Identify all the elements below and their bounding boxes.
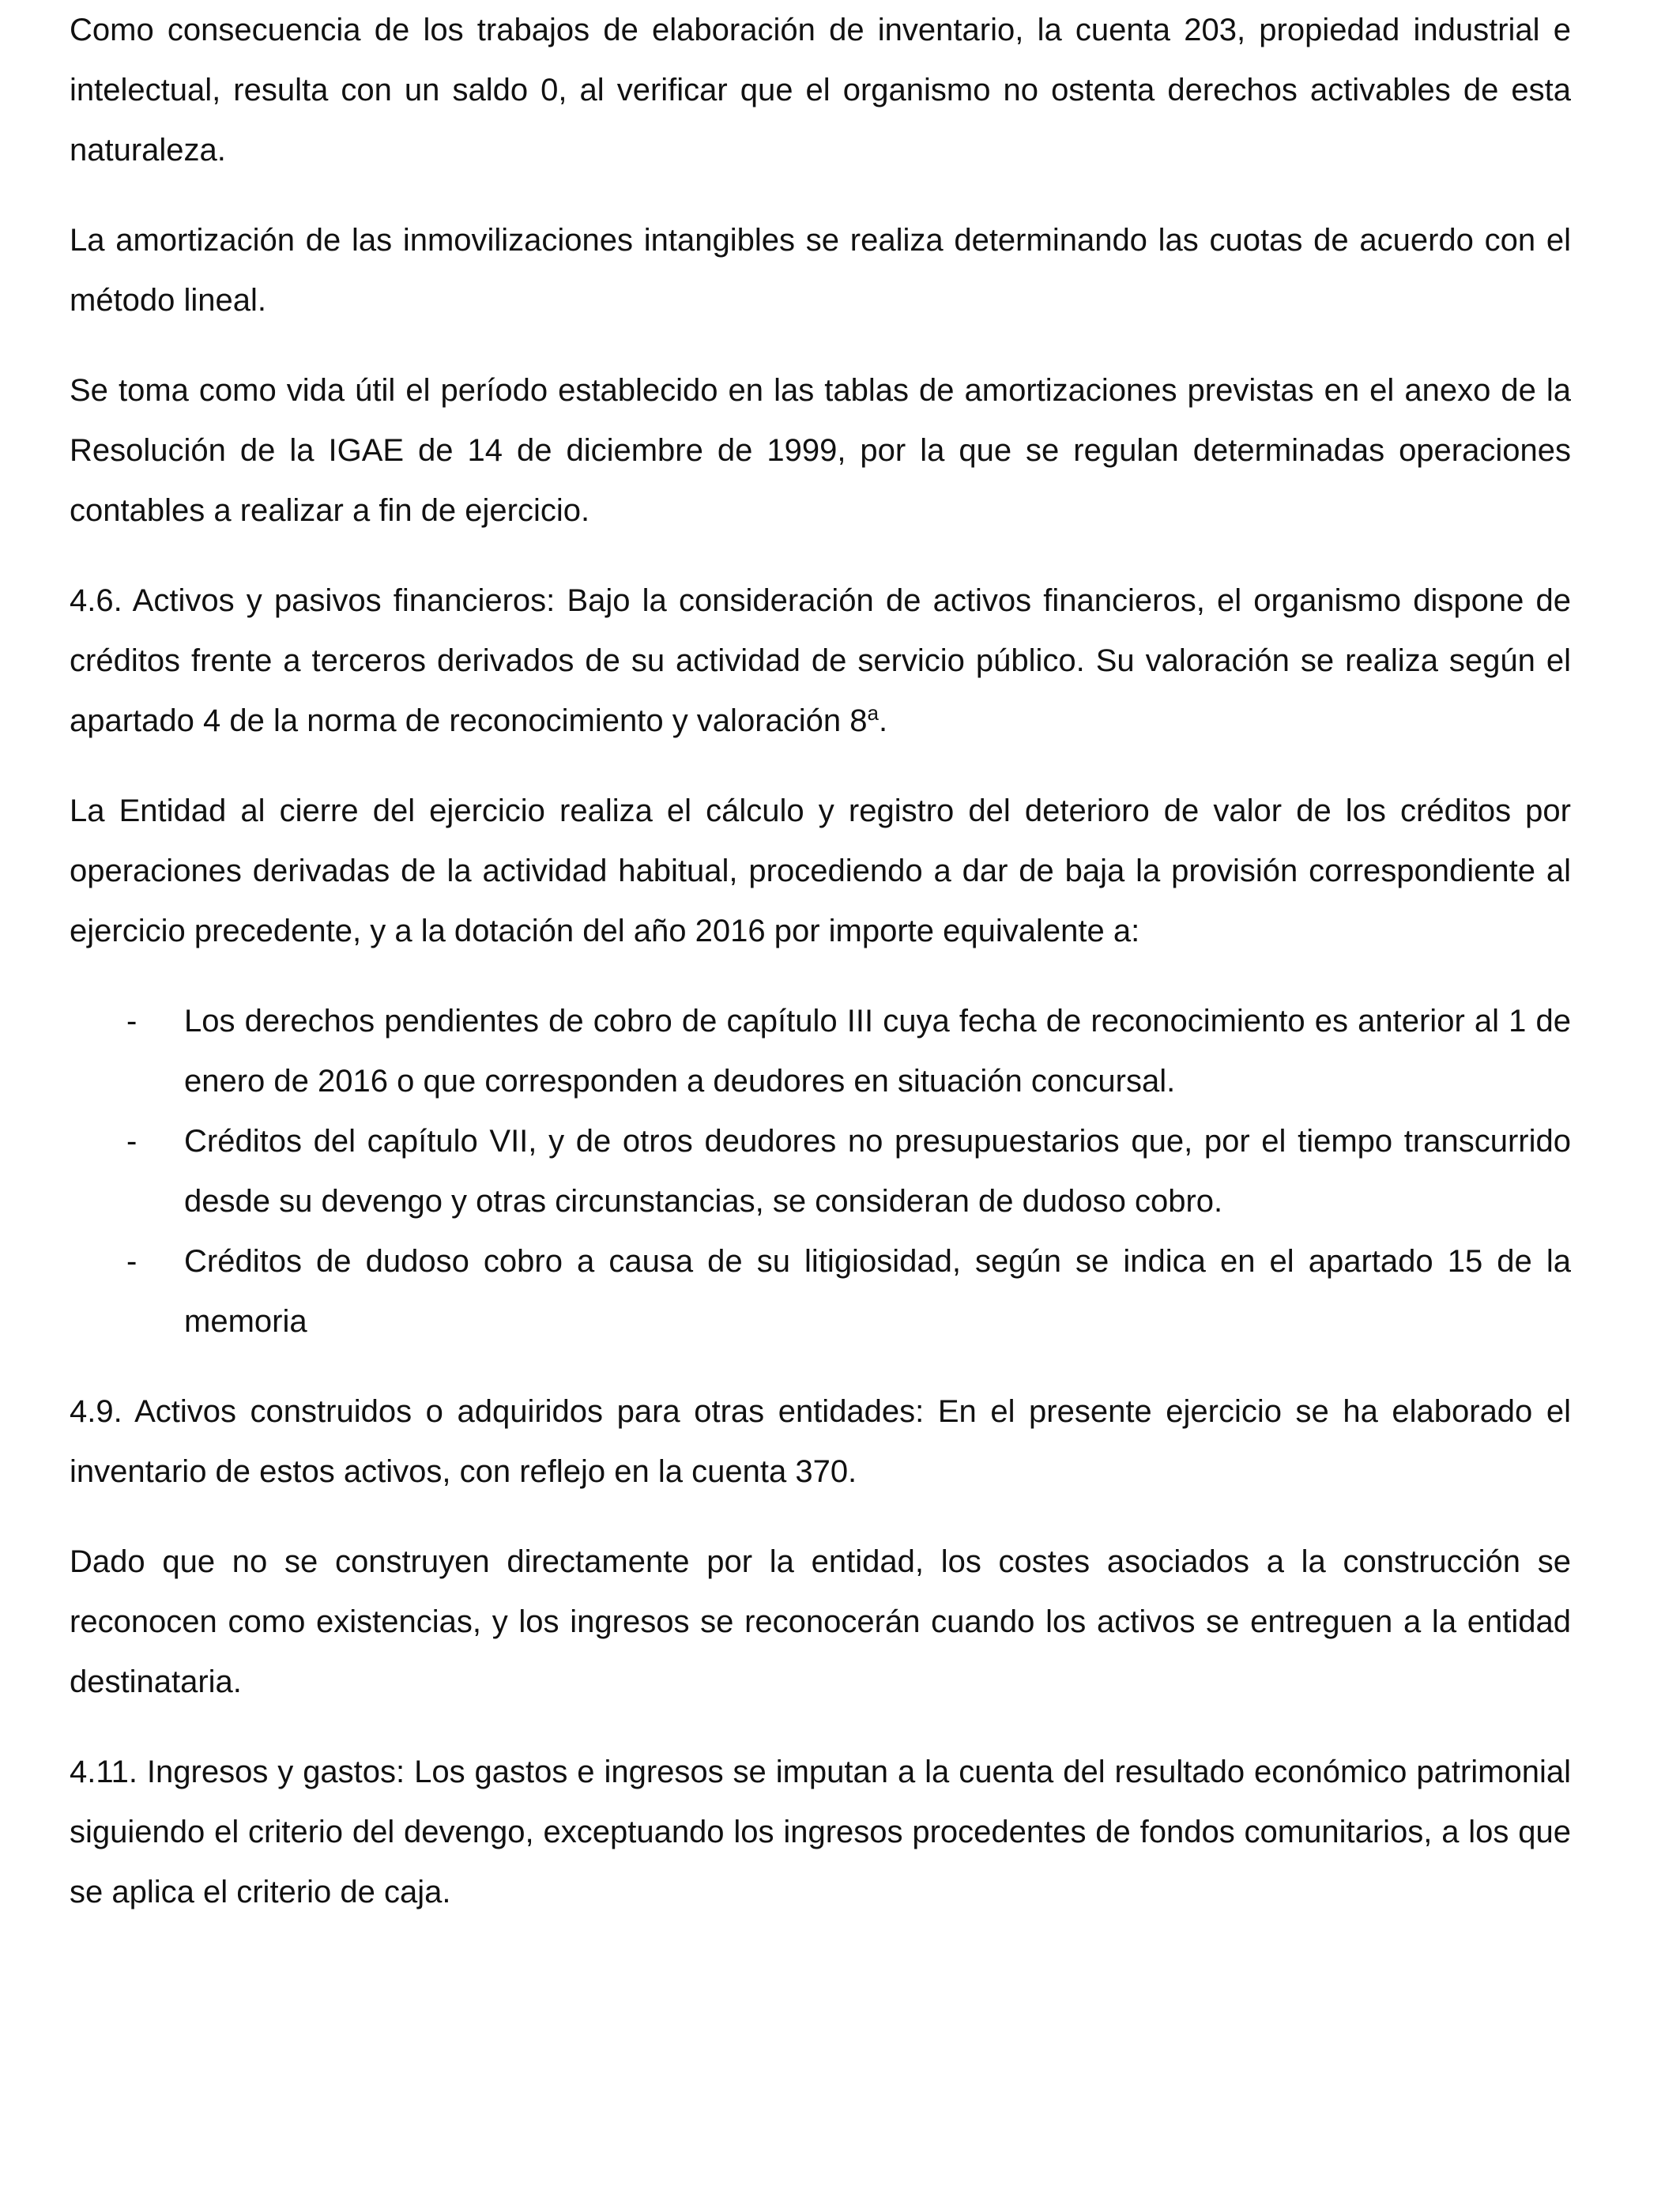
paragraph-section-4-11: 4.11. Ingresos y gastos: Los gastos e ingresos se imputan a la cuenta del resultado económico patrimonial siguiendo el criterio del devengo, exceptuando los ingresos procedentes de fondos comunitarios, a los que se aplica el criterio de caja. [70,1755,1571,1909]
list-item-text: Créditos de dudoso cobro a causa de su litigiosidad, según se indica en el apartado 15 de la memoria [184,1244,1571,1339]
paragraph-vida-util: Se toma como vida útil el período establecido en las tablas de amortizaciones previstas en el anexo de la Resolución de la IGAE de 14 de diciembre de 1999, por la que se regulan determinadas operaciones contables a realizar a fin de ejercicio. [70,373,1571,528]
list-item-text: Los derechos pendientes de cobro de capítulo III cuya fecha de reconocimiento es anterior al 1 de enero de 2016 o que corresponden a deudores en situación concursal. [184,1004,1571,1099]
paragraph-costes: Dado que no se construyen directamente por la entidad, los costes asociados a la construcción se reconocen como existencias, y los ingresos se reconocerán cuando los activos se entreguen a la entidad destinataria. [70,1544,1571,1699]
bullet-dash: - [126,1244,137,1279]
section-4-6-end: . [878,703,888,738]
paragraph-section-4-9: 4.9. Activos construidos o adquiridos para otras entidades: En el presente ejercicio se ha elaborado el inventario de estos activos, con reflejo en la cuenta 370. [70,1394,1571,1489]
list-item [70,1231,1571,1351]
bullet-dash: - [126,1124,137,1159]
section-4-6-text: 4.6. Activos y pasivos financieros: Bajo la consideración de activos financieros, el organismo dispone de créditos frente a terceros derivados de su actividad de servicio público. Su valoración se realiza según el apartado 4 de la norma de reconocimiento y valoración 8 [70,583,1571,738]
bullet-list [70,991,1571,1351]
paragraph-cuenta-203: Como consecuencia de los trabajos de elaboración de inventario, la cuenta 203, propiedad industrial e intelectual, resulta con un saldo 0, al verificar que el organismo no ostenta derechos activables de esta naturaleza. [70,13,1571,168]
document-page [70,0,1571,1952]
list-item [70,991,1571,1111]
paragraph-amortizacion: La amortización de las inmovilizaciones intangibles se realiza determinando las cuotas de acuerdo con el método lineal. [70,223,1571,318]
bullet-dash: - [126,1004,137,1039]
list-item [70,1111,1571,1231]
paragraph-deterioro: La Entidad al cierre del ejercicio realiza el cálculo y registro del deterioro de valor de los créditos por operaciones derivadas de la actividad habitual, procediendo a dar de baja la provisión correspondiente al ejercicio precedente, y a la dotación del año 2016 por importe equivalente a: [70,794,1571,948]
list-item-text: Créditos del capítulo VII, y de otros deudores no presupuestarios que, por el tiempo transcurrido desde su devengo y otras circunstancias, se consideran de dudoso cobro. [184,1124,1571,1219]
paragraph-section-4-6 [70,571,1571,751]
ordinal-superscript: a [867,701,879,725]
